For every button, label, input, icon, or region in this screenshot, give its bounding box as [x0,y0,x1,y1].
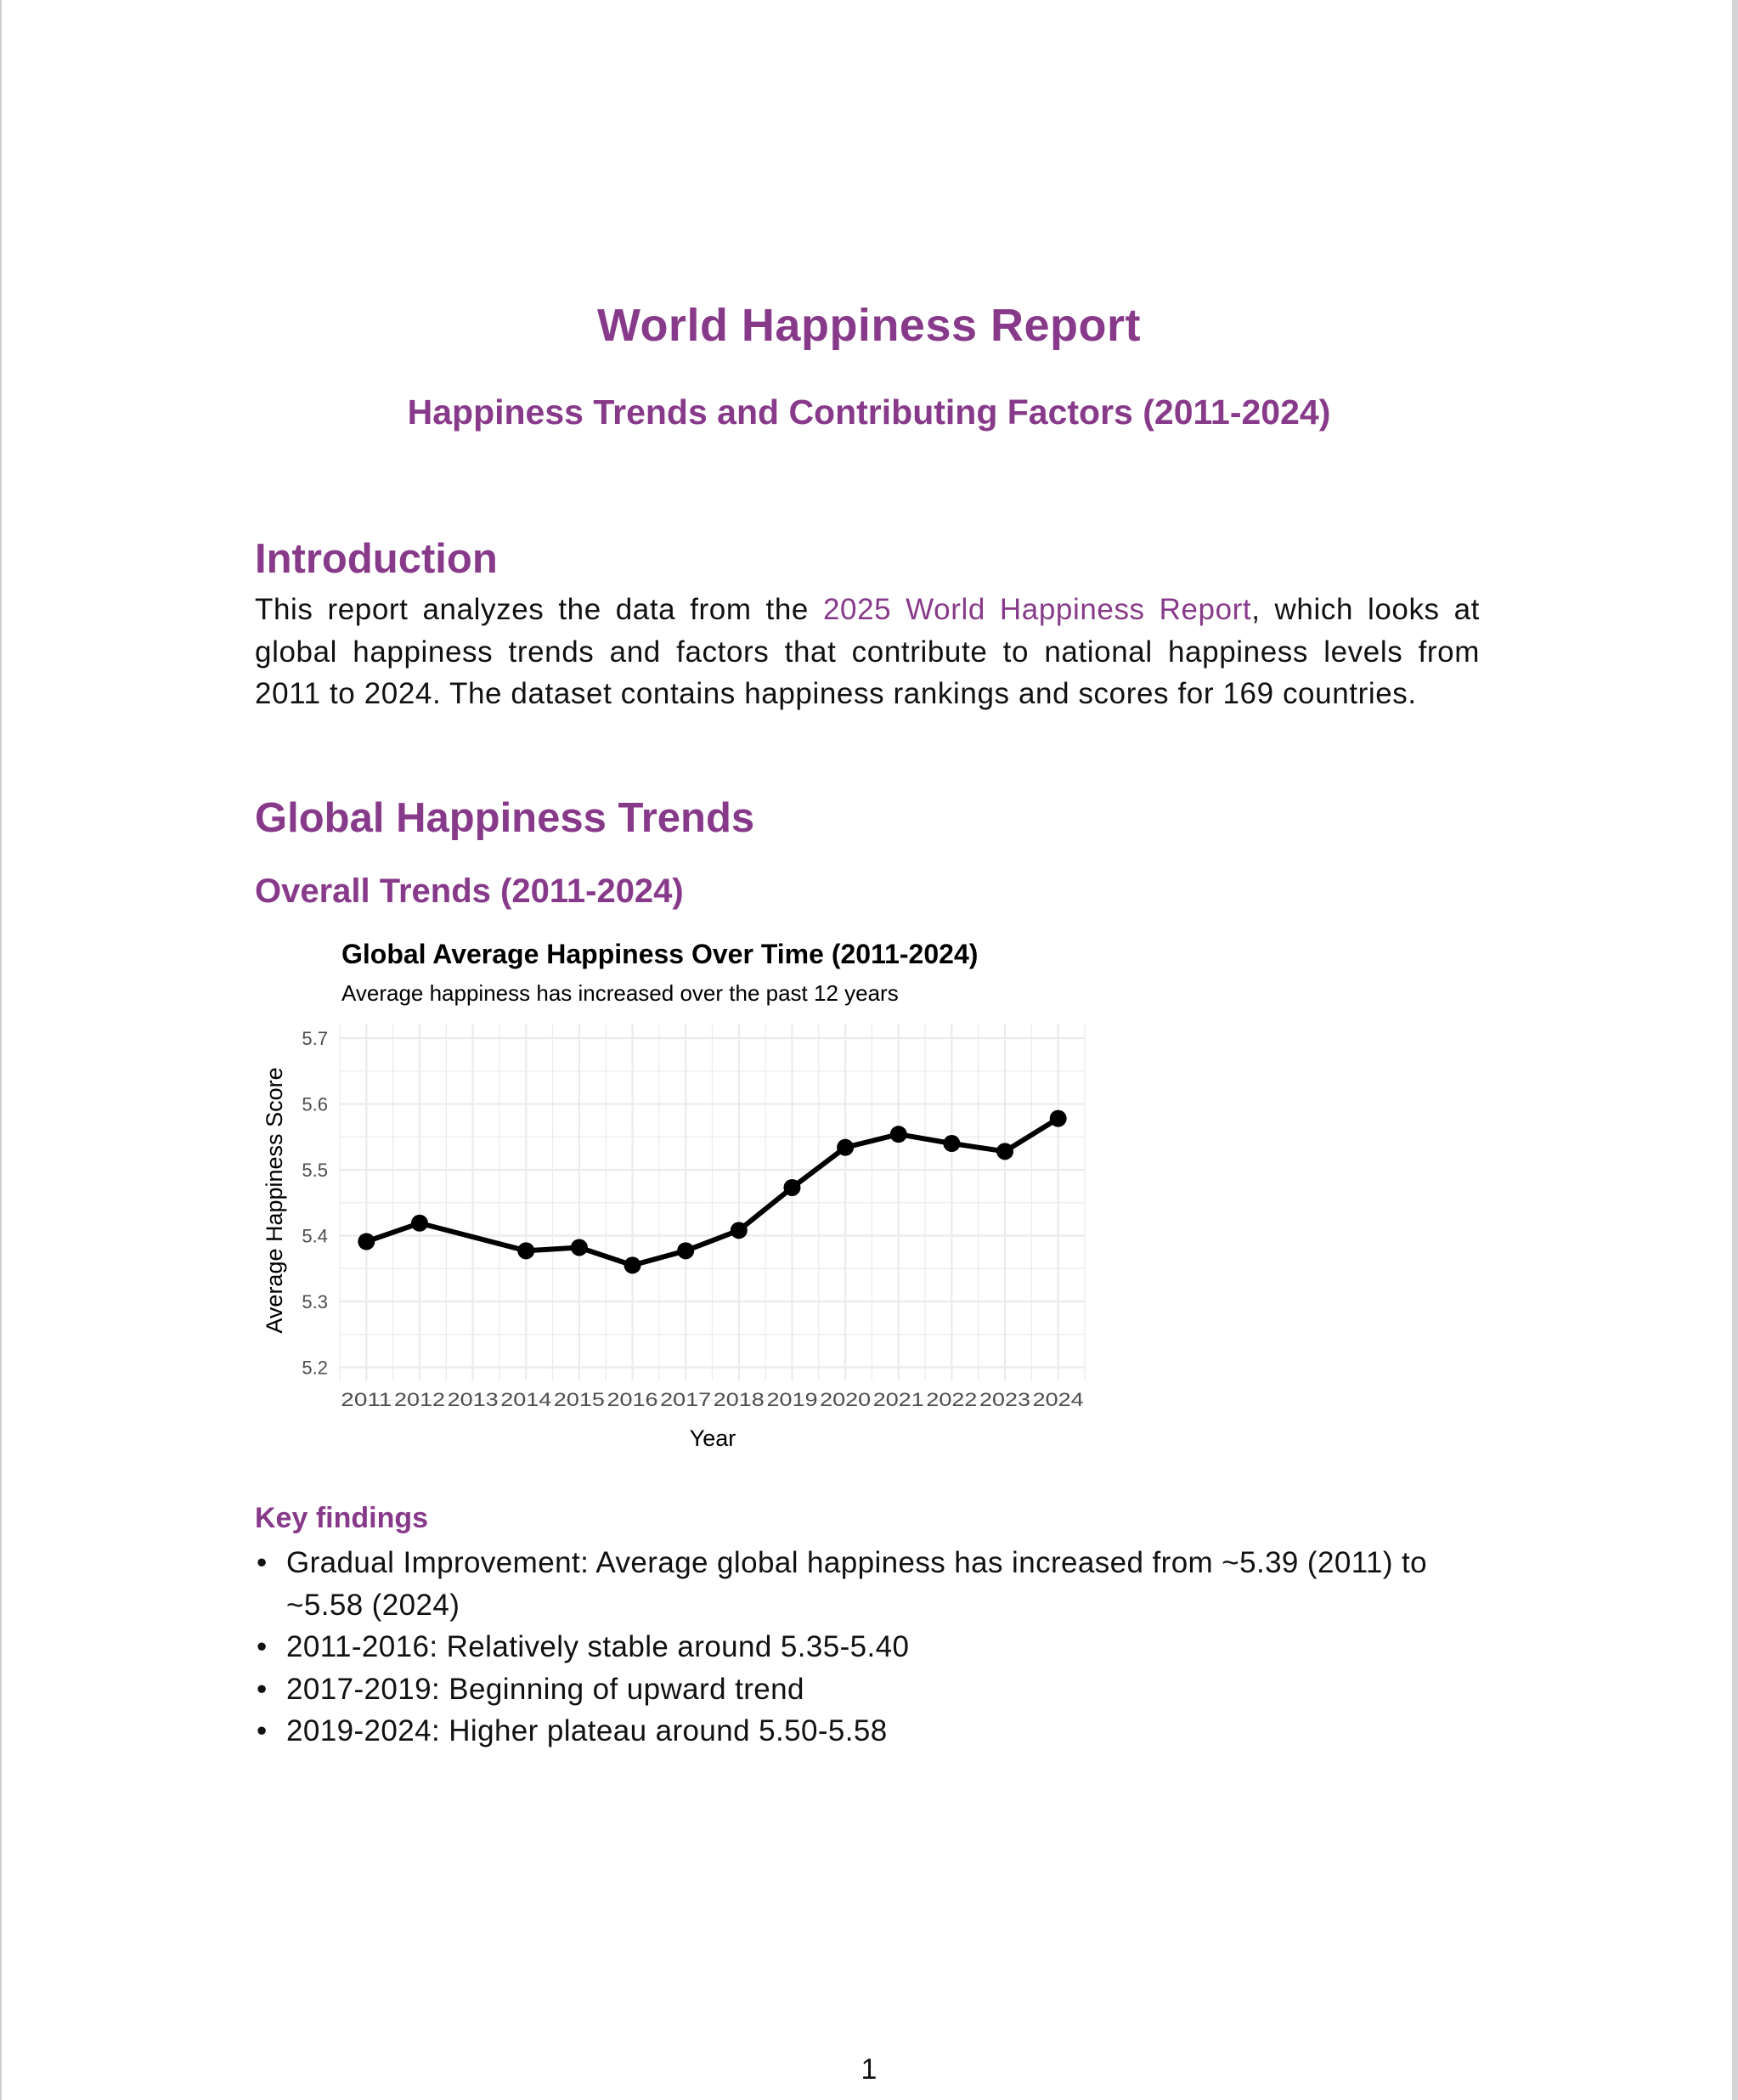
y-tick-label: 5.3 [302,1291,328,1313]
y-tick-labels [302,1028,328,1378]
x-tick-label: 2019 [766,1389,818,1410]
x-axis-label: Year [689,1425,736,1451]
data-point [943,1135,960,1152]
key-finding-item [255,1668,1495,1711]
key-findings-list [255,1542,1495,1753]
x-tick-label: 2015 [553,1389,605,1410]
bullet-icon: • [257,1714,268,1747]
y-axis-label: Average Happiness Score [262,1067,287,1334]
global-trends-heading: Global Happiness Trends [255,795,755,841]
document-subtitle: Happiness Trends and Contributing Factors (2011-2024) [407,392,1331,432]
x-tick-label: 2011 [341,1389,392,1410]
x-tick-label: 2012 [393,1389,445,1410]
x-tick-labels [341,1389,1083,1410]
key-finding-item [255,1626,1495,1668]
key-finding-item [255,1710,1495,1753]
key-finding-text: 2017-2019: Beginning of upward trend [286,1672,804,1706]
happiness-line-chart [246,926,1096,1453]
chart-svg [246,926,1096,1453]
bullet-icon: • [257,1630,268,1663]
chart-title: Global Average Happiness Over Time (2011-2024) [341,939,979,969]
data-point [624,1256,641,1273]
y-tick-label: 5.2 [302,1357,328,1379]
x-tick-label: 2022 [926,1389,978,1410]
x-tick-label: 2020 [820,1389,872,1410]
y-tick-label: 5.5 [302,1160,328,1182]
key-finding-text: 2011-2016: Relatively stable around 5.35-5.40 [286,1630,910,1663]
introduction-heading: Introduction [255,536,498,582]
x-tick-label: 2018 [713,1389,765,1410]
data-point [517,1242,534,1259]
y-tick-label: 5.6 [302,1093,328,1115]
y-tick-label: 5.7 [302,1028,328,1050]
intro-text-after-link: , which looks at global happiness trends and factors that contribute to national happiness levels from 2011 to 2024. The dataset contains happiness rankings and scores for 169 countries. [255,593,1480,710]
data-point [1050,1110,1067,1127]
key-findings-heading: Key findings [255,1502,429,1534]
data-point [731,1222,748,1239]
introduction-paragraph [255,589,1480,715]
x-tick-label: 2017 [660,1389,712,1410]
bullet-icon: • [257,1672,268,1706]
x-tick-label: 2013 [447,1389,499,1410]
grid-minor [340,1024,1085,1400]
chart-subtitle: Average happiness has increased over the past 12 years [341,980,899,1006]
x-tick-label: 2014 [500,1389,552,1410]
key-finding-item [255,1542,1495,1626]
data-point [996,1143,1013,1160]
data-point [411,1215,428,1232]
overall-trends-heading: Overall Trends (2011-2024) [255,872,684,910]
intro-text-before-link: This report analyzes the data from the [255,593,823,626]
data-point [837,1139,854,1156]
bullet-icon: • [257,1546,268,1579]
x-tick-label: 2023 [979,1389,1031,1410]
data-point [677,1242,694,1259]
key-finding-text: Gradual Improvement: Average global happiness has increased from ~5.39 (2011) to ~5.58 (2024) [286,1546,1428,1622]
data-point [358,1233,375,1250]
data-point [783,1179,800,1196]
x-tick-label: 2021 [872,1389,924,1410]
x-tick-label: 2016 [607,1389,658,1410]
data-point [890,1126,907,1143]
document-title: World Happiness Report [596,300,1142,351]
key-finding-text: 2019-2024: Higher plateau around 5.50-5.58 [286,1714,888,1747]
x-tick-label: 2024 [1032,1389,1084,1410]
world-happiness-report-link[interactable]: 2025 World Happiness Report [822,593,1252,626]
page-number: 1 [861,2053,877,2086]
data-point [571,1239,588,1256]
y-tick-label: 5.4 [302,1225,328,1247]
